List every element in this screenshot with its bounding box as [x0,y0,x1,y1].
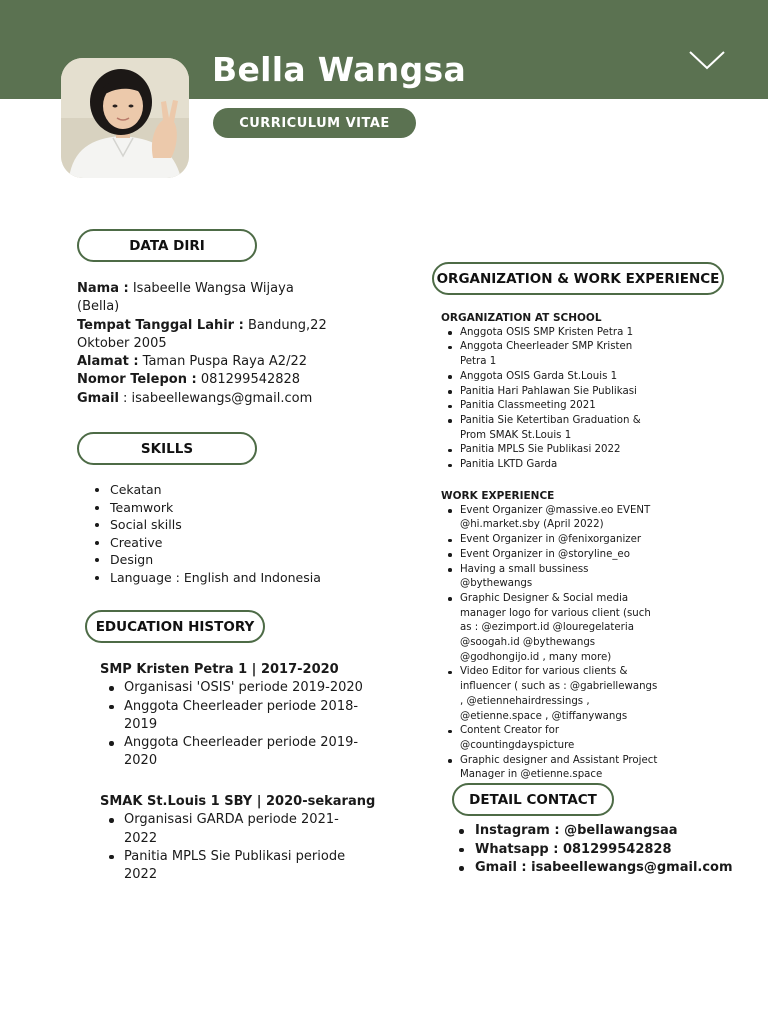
list-item: Content Creator for @countingdayspicture [460,724,661,753]
nama-value: Isabeelle Wangsa Wijaya (Bella) [77,281,294,315]
list-item: Design [110,551,321,569]
section-subheading: WORK EXPERIENCE [441,490,555,502]
education-school-2 [100,793,376,884]
work-list [460,504,661,783]
list-item: Event Organizer in @storyline_eo [460,548,661,563]
list-item: Panitia Hari Pahlawan Sie Publikasi [460,385,661,400]
contact-heading: DETAIL CONTACT [452,783,614,816]
ttl-value: Bandung,22 Oktober 2005 [77,317,327,351]
list-item: Social skills [110,516,321,534]
contact-list [475,822,733,878]
telepon-line [77,371,327,389]
work-experience-section [441,489,661,783]
list-item: Cekatan [110,481,321,499]
list-item: Anggota Cheerleader periode 2019-2020 [124,734,370,771]
page-title: Bella Wangsa [212,50,467,89]
list-item: Panitia MPLS Sie Publikasi 2022 [460,443,661,458]
data-diri-heading: DATA DIRI [77,229,257,262]
organization-heading: ORGANIZATION & WORK EXPERIENCE [432,262,724,295]
profile-photo [61,58,189,178]
list-item: Anggota Cheerleader periode 2018-2019 [124,698,370,735]
gmail-label: Gmail [77,390,119,406]
organization-school-section [441,311,661,473]
list-item: Anggota OSIS Garda St.Louis 1 [460,370,661,385]
gmail-line [77,390,327,408]
list-item: Panitia Sie Ketertiban Graduation & Prom SMAK St.Louis 1 [460,414,661,443]
gmail-value: : isabeellewangs@gmail.com [118,390,313,406]
list-item: Language : English and Indonesia [110,569,321,585]
organization-list [460,326,661,473]
list-item: Teamwork [110,499,321,517]
section-subheading: ORGANIZATION AT SCHOOL [441,312,602,324]
list-item: Organisasi 'OSIS' periode 2019-2020 [124,679,370,697]
chevron-down-icon[interactable] [688,48,726,72]
list-item: Event Organizer @massive.eo EVENT @hi.market.sby (April 2022) [460,504,661,533]
list-item: Organisasi GARDA periode 2021-2022 [124,811,370,848]
gmail-contact: Gmail : isabeellewangs@gmail.com [475,859,733,878]
cv-badge: CURRICULUM VITAE [213,108,416,138]
list-item: Panitia MPLS Sie Publikasi periode 2022 [124,848,370,885]
list-item: Panitia LKTD Garda [460,458,661,473]
education-school-1 [100,661,370,771]
nama-line [77,280,327,317]
telepon-label: Nomor Telepon : [77,372,197,388]
school-activities [124,679,370,770]
education-heading: EDUCATION HISTORY [85,610,265,643]
school-title: SMAK St.Louis 1 SBY | 2020-sekarang [100,794,376,809]
list-item: Creative [110,534,321,552]
personal-data-block [77,280,327,408]
alamat-line [77,353,327,371]
school-title: SMP Kristen Petra 1 | 2017-2020 [100,662,339,677]
list-item: Graphic Designer & Social media manager logo for various client (such as : @ezimport.id @louregelateria @soogah.id @bythewangs @godhongijo.id , many more) [460,592,661,666]
list-item: Graphic designer and Assistant Project Manager in @etienne.space [460,754,661,783]
school-activities [124,811,370,884]
telepon-value: 081299542828 [196,372,301,388]
ttl-label: Tempat Tanggal Lahir : [77,317,244,333]
ttl-line [77,317,327,354]
whatsapp-contact: Whatsapp : 081299542828 [475,841,733,860]
list-item: Event Organizer in @fenixorganizer [460,533,661,548]
alamat-value: Taman Puspa Raya A2/22 [138,354,308,370]
list-item: Panitia Classmeeting 2021 [460,399,661,414]
nama-label: Nama : [77,281,129,296]
list-item: Anggota OSIS SMP Kristen Petra 1 [460,326,661,341]
skills-heading: SKILLS [77,432,257,465]
alamat-label: Alamat : [77,354,139,370]
skills-list [110,481,321,587]
instagram-contact: Instagram : @bellawangsaa [475,822,733,841]
list-item: Video Editor for various clients & influencer ( such as : @gabriellewangs , @etiennehairdressings , @etienne.space , @tiffanywangs [460,665,661,724]
list-item: Anggota Cheerleader SMP Kristen Petra 1 [460,340,661,369]
list-item: Having a small bussiness @bythewangs [460,563,661,592]
